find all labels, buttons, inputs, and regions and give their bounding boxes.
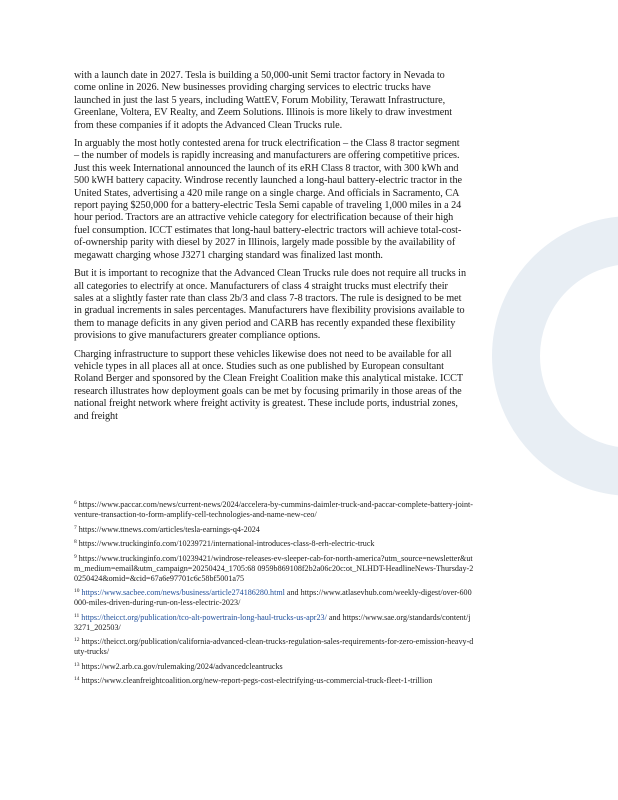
footnote-text: and https://www.atlasevhub.com/weekly-digest/over-600000-miles-driven-during-run-on-less-electric-2023/	[74, 588, 472, 607]
footnote	[74, 611, 474, 633]
footnote-number: 7	[74, 524, 77, 531]
footnote-text: https://theicct.org/publication/california-advanced-clean-trucks-regulation-sales-requirements-for-zero-emission-heavy-duty-trucks/	[74, 637, 474, 656]
footnote-number: 10	[74, 588, 80, 594]
footnote-text: https://www.truckinginfo.com/10239421/windrose-releases-ev-sleeper-cab-for-north-america?utm_source=newsletter&utm_medium=email&utm_campaign=20250424_1705:68 0959b869108f2b2a06c20c:ot_NLHDT-HeadlineNews-Thursday-20250424&omid=&cid=67a6e97701c6c58bf5001a75	[74, 553, 474, 583]
footnote	[74, 660, 474, 672]
footnote-number: 9	[74, 553, 77, 560]
footnote-text: https://www.ttnews.com/articles/tesla-earnings-q4-2024	[78, 524, 260, 534]
footnote	[74, 586, 474, 608]
footnote-number: 6	[74, 500, 77, 506]
paragraph: But it is important to recognize that the Advanced Clean Trucks rule does not require all trucks in all categories to electrify at once. Manufacturers of class 4 straight trucks must electrify their sales at a slightly faster rate than class 2b/3 and class 7-8 tractors. The rule is designed to be met in gradual increments in sales percentages. Manufacturers have flexibility provisions available to them to manage deficits in any given period and CARB has recently expanded these flexibility provisions to give manufacturers greater compliance options.	[74, 268, 466, 342]
decorative-ring-graphic	[492, 216, 618, 496]
footnote-text: https://www.paccar.com/news/current-news/2024/accelera-by-cummins-daimler-truck-and-paccar-complete-battery-joint-venture-transaction-to-form-amplify-cell-technologies-and-name-new-ceo/	[74, 500, 473, 519]
footnote-number: 11	[74, 612, 80, 619]
footnote-text: https://ww2.arb.ca.gov/rulemaking/2024/advancedcleantrucks	[81, 661, 283, 671]
body-text	[74, 70, 466, 429]
footnote-text: https://www.truckinginfo.com/10239721/international-introduces-class-8-erh-electric-truck	[78, 539, 375, 548]
footnote-number: 14	[74, 676, 80, 682]
paragraph: Charging infrastructure to support these vehicles likewise does not need to be available for all vehicle types in all places all at once. Studies such as one published by European consultant Roland Berger and sponsored by the Clean Freight Coalition make this analytical mistake. ICCT research illustrates how deployment goals can be met by focusing primarily in those areas of the national freight network where freight activity is greatest. These include ports, industrial zones, and freight	[74, 348, 463, 422]
footnote-number: 13	[74, 661, 80, 668]
footnote-link[interactable]: https://www.sacbee.com/news/business/article274186280.html	[81, 588, 285, 597]
paragraph: In arguably the most hotly contested arena for truck electrification – the Class 8 tractor segment – the number of models is rapidly increasing and manufacturers are offering competitive prices. Just this week International announced the launch of its eRH Class 8 tractor, with 300 kWh and 500 kWH battery capacity. Windrose recently launched a long-haul battery-electric tractor in the United States, advertising a 420 mile range on a single charge. And officials in Sacramento, CA report paying $250,000 for a battery-electric Tesla Semi capable of traveling 1,000 miles in a 24 hour period. Tractors are an attractive vehicle category for electrification because of their high fuel consumption. ICCT estimates that long-haul battery-electric tractors will achieve total-cost-of-ownership parity with diesel by 2027 in Illinois, largely made possible by the availability of megawatt charging whose J3271 charging standard was finalized last month.	[74, 138, 462, 261]
footnote-link[interactable]: https://theicct.org/publication/tco-alt-powertrain-long-haul-trucks-us-apr23/	[81, 612, 327, 622]
footnote-number: 12	[74, 637, 80, 643]
paragraph: with a launch date in 2027. Tesla is building a 50,000-unit Semi tractor factory in Nevada to come online in 2026. New businesses providing charging services to electric trucks have launched in just the last 5 years, including WattEV, Forum Mobility, Terawatt Infrastructure, Greenlane, Voltera, EV Realty, and Zeem Solutions. Illinois is more likely to draw investment from these companies if it adopts the Advanced Clean Trucks rule.	[74, 70, 453, 131]
footnote	[74, 498, 474, 520]
footnote-text: https://www.cleanfreightcoalition.org/new-report-pegs-cost-electrifying-us-commercial-truck-fleet-1-trillion	[81, 676, 433, 685]
footnote	[74, 537, 474, 549]
footnote	[74, 523, 474, 535]
footnote-number: 8	[74, 539, 77, 545]
footnote	[74, 552, 474, 584]
footnote	[74, 635, 474, 657]
footnote-text: and https://www.sae.org/standards/content/j3271_202503/	[74, 612, 471, 632]
footnote	[74, 674, 474, 686]
footnotes-section	[74, 498, 474, 689]
